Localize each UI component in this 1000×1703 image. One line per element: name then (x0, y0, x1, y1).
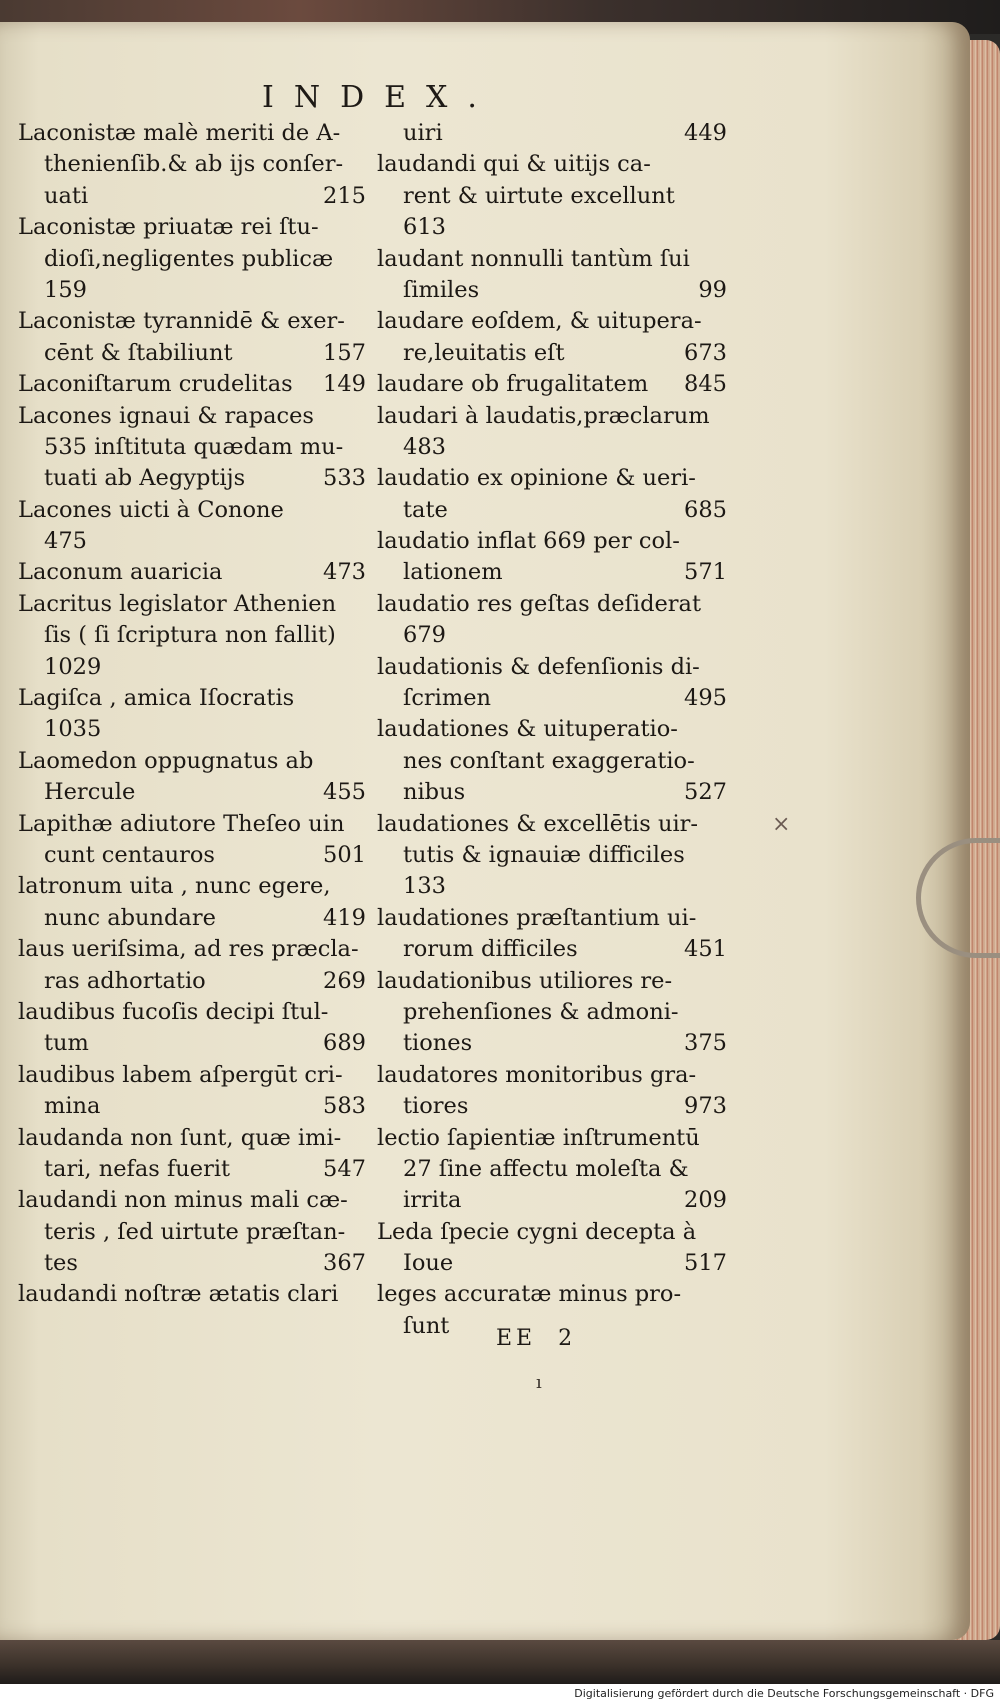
index-entry-text: laudationibus utiliores re- (377, 967, 673, 994)
index-entry-text: cēnt & ſtabiliunt (44, 339, 233, 366)
signature-mark (496, 1326, 576, 1351)
index-entry-line (18, 777, 366, 808)
index-entry-text: teris , ſed uirtute præſtan- (44, 1218, 346, 1245)
index-entry-text: tutis & ignauiæ difficiles (403, 841, 685, 868)
index-entry-text: 1035 (44, 716, 102, 743)
index-page-number: 685 (684, 496, 727, 523)
signature-number: 2 (558, 1326, 577, 1351)
index-entry-text: tes (44, 1250, 78, 1277)
index-entry-line (377, 1154, 727, 1185)
index-entry-line (18, 275, 366, 306)
index-page-number: 209 (684, 1187, 727, 1214)
index-entry-text: Laomedon oppugnatus ab (18, 747, 314, 774)
index-entry-line (18, 1248, 366, 1279)
index-entry-line (377, 714, 727, 745)
index-page-number: 527 (684, 779, 727, 806)
index-entry-line (18, 840, 366, 871)
index-entry-line (18, 746, 366, 777)
index-page-number: 517 (684, 1250, 727, 1277)
index-entry-text: 27 ſine affectu moleſta & (403, 1155, 689, 1182)
index-column-left (18, 118, 366, 1311)
index-page-number: 367 (323, 1250, 366, 1277)
index-entry-line (377, 149, 727, 180)
index-entry-line (18, 652, 366, 683)
index-page-number: 455 (323, 779, 366, 806)
index-entry-text: laudatio res geſtas deſiderat (377, 590, 701, 617)
index-entry-line (18, 244, 366, 275)
index-entry-text: dioſi,negligentes publicæ (44, 245, 334, 272)
index-entry-line (18, 401, 366, 432)
index-entry-text: laudandi non minus mali cæ- (18, 1187, 348, 1214)
index-entry-line (18, 620, 366, 651)
index-page-number: 269 (323, 967, 366, 994)
index-entry-line (18, 212, 366, 243)
index-entry-line (18, 306, 366, 337)
index-entry-text: laudandi noſtræ ætatis clari (18, 1281, 339, 1308)
index-entry-text: Lacones ignaui & rapaces (18, 402, 314, 429)
index-entry-text: thenienſib.& ab ijs conſer- (44, 151, 344, 178)
index-page-number: 451 (684, 936, 727, 963)
index-entry-text: rorum difficiles (403, 936, 578, 963)
index-entry-line (18, 589, 366, 620)
index-entry-text: 133 (403, 873, 446, 900)
index-entry-line (377, 212, 727, 243)
index-entry-text: cunt centauros (44, 841, 215, 868)
index-entry-text: 535 inſtituta quædam mu- (44, 433, 344, 460)
index-entry-text: Laconum auaricia (18, 559, 223, 586)
index-entry-text: tiones (403, 1030, 473, 1057)
index-entry-line (18, 557, 366, 588)
index-entry-text: Leda ſpecie cygni decepta à (377, 1218, 697, 1245)
index-entry-line (377, 746, 727, 777)
index-entry-text: ſis ( ſi ſcriptura non fallit) (44, 622, 336, 649)
index-entry-line (18, 934, 366, 965)
index-entry-text: ras adhortatio (44, 967, 206, 994)
index-entry-text: laudare ob frugalitatem (377, 371, 649, 398)
index-entry-line (18, 1060, 366, 1091)
index-page-number: 495 (684, 685, 727, 712)
bottom-mark: ı (536, 1372, 542, 1393)
index-entry-line (377, 589, 727, 620)
index-page-number: 547 (323, 1155, 366, 1182)
index-entry-text: laudant nonnulli tantùm ſui (377, 245, 690, 272)
page-header: INDEX. (262, 80, 497, 115)
index-entry-text: uati (44, 182, 89, 209)
index-entry-line (18, 871, 366, 902)
index-entry-text: nibus (403, 779, 466, 806)
index-entry-text: irrita (403, 1187, 462, 1214)
index-entry-line (377, 1185, 727, 1216)
index-entry-text: Lagiſca , amica Iſocratis (18, 685, 295, 712)
index-entry-line (377, 1279, 727, 1310)
index-entry-text: prehenſiones & admoni- (403, 998, 679, 1025)
index-entry-text: tate (403, 496, 448, 523)
index-entry-text: 475 (44, 528, 87, 555)
index-entry-line (18, 714, 366, 745)
index-entry-text: leges accuratæ minus pro- (377, 1281, 682, 1308)
index-entry-line (18, 495, 366, 526)
index-entry-line (18, 1123, 366, 1154)
index-column-right (377, 118, 727, 1342)
index-entry-text: Lapithæ adiutore Theſeo uin (18, 810, 345, 837)
index-entry-line (377, 275, 727, 306)
index-entry-text: laudatio ex opinione & ueri- (377, 465, 696, 492)
index-entry-line (377, 401, 727, 432)
index-entry-line (377, 1217, 727, 1248)
index-entry-text: laudandi qui & uitijs ca- (377, 151, 651, 178)
index-entry-text: tari, nefas fuerit (44, 1155, 231, 1182)
index-entry-line (377, 997, 727, 1028)
index-entry-text: laudari à laudatis,præclarum (377, 402, 710, 429)
index-entry-line (377, 495, 727, 526)
index-entry-text: Lacritus legislator Athenien (18, 590, 337, 617)
index-entry-text: latronum uita , nunc egere, (18, 873, 331, 900)
index-entry-text: laus ueriſsima, ad res præcla- (18, 936, 359, 963)
index-entry-text: lationem (403, 559, 503, 586)
index-entry-line (377, 683, 727, 714)
index-entry-line (377, 871, 727, 902)
index-entry-line (377, 1123, 727, 1154)
index-entry-line (377, 463, 727, 494)
index-page-number: 673 (684, 339, 727, 366)
index-entry-text: tum (44, 1030, 89, 1057)
index-page-number: 99 (698, 276, 727, 303)
index-entry-line (18, 1154, 366, 1185)
index-entry-line (18, 181, 366, 212)
index-entry-text: uiri (403, 120, 443, 146)
index-entry-text: laudationes & uituperatio- (377, 716, 678, 743)
index-page-number: 473 (323, 559, 366, 586)
index-page-number: 533 (323, 465, 366, 492)
index-entry-line (377, 1028, 727, 1059)
index-entry-text: laudibus fucoſis decipi ſtul- (18, 998, 329, 1025)
index-entry-line (18, 118, 366, 149)
index-entry-line (377, 181, 727, 212)
index-entry-text: Laconiſtarum crudelitas (18, 371, 293, 398)
index-page-number: 375 (684, 1030, 727, 1057)
index-entry-line (377, 244, 727, 275)
index-page-number: 571 (684, 559, 727, 586)
index-entry-line (377, 1091, 727, 1122)
index-entry-line (18, 463, 366, 494)
index-entry-text: ſimiles (403, 276, 480, 303)
index-entry-line (377, 526, 727, 557)
index-page-number: 215 (323, 182, 366, 209)
index-entry-line (377, 966, 727, 997)
index-entry-line (18, 526, 366, 557)
index-page-number: 583 (323, 1093, 366, 1120)
index-entry-line (377, 809, 727, 840)
index-entry-text: laudibus labem aſpergūt cri- (18, 1061, 343, 1088)
book-cover-bottom (0, 1640, 1000, 1684)
index-entry-text: Hercule (44, 779, 136, 806)
index-entry-line (377, 840, 727, 871)
index-entry-text: Laconistæ priuatæ rei ſtu- (18, 214, 319, 241)
index-entry-line (18, 149, 366, 180)
index-entry-text: ſcrimen (403, 685, 492, 712)
digitization-footer: Digitalisierung gefördert durch die Deutsche Forschungsgemeinschaft · DFG (0, 1684, 1000, 1703)
index-entry-text: rent & uirtute excellunt (403, 182, 675, 209)
index-entry-text: tuati ab Aegyptijs (44, 465, 246, 492)
index-entry-line (377, 1248, 727, 1279)
index-entry-line (18, 966, 366, 997)
index-entry-line (18, 1185, 366, 1216)
index-entry-text: 613 (403, 214, 446, 241)
index-entry-line (18, 1091, 366, 1122)
index-entry-text: lectio ſapientiæ inſtrumentū (377, 1124, 700, 1151)
index-entry-line (18, 903, 366, 934)
index-entry-text: laudationes præſtantium ui- (377, 904, 697, 931)
index-entry-text: laudationis & defenſionis di- (377, 653, 700, 680)
index-entry-line (377, 306, 727, 337)
index-entry-line (377, 432, 727, 463)
index-entry-text: 1029 (44, 653, 102, 680)
index-entry-line (18, 432, 366, 463)
index-entry-text: nunc abundare (44, 904, 216, 931)
index-entry-line (18, 369, 366, 400)
index-entry-line (377, 934, 727, 965)
index-entry-text: mina (44, 1093, 101, 1120)
index-entry-text: nes conſtant exaggeratio- (403, 747, 695, 774)
signature-letters: EE (496, 1326, 537, 1351)
index-entry-text: laudare eoſdem, & uitupera- (377, 308, 702, 335)
index-entry-text: 679 (403, 622, 446, 649)
index-entry-line (377, 903, 727, 934)
index-entry-text: laudationes & excellētis uir- (377, 810, 698, 837)
index-entry-text: Laconistæ tyrannidē & exer- (18, 308, 345, 335)
index-entry-text: ſunt (403, 1312, 450, 1339)
index-entry-text: laudatores monitoribus gra- (377, 1061, 697, 1088)
index-entry-line (377, 369, 727, 400)
index-entry-line (18, 683, 366, 714)
index-page-number: 501 (323, 841, 366, 868)
index-page-number: 149 (323, 371, 366, 398)
index-page-number: 157 (323, 339, 366, 366)
margin-mark: × (772, 812, 791, 837)
index-entry-text: tiores (403, 1093, 469, 1120)
index-entry-line (377, 118, 727, 149)
index-entry-text: 159 (44, 276, 87, 303)
index-entry-text: re,leuitatis eſt (403, 339, 565, 366)
index-entry-line (377, 338, 727, 369)
index-entry-text: laudanda non ſunt, quæ imi- (18, 1124, 342, 1151)
index-entry-text: 483 (403, 433, 446, 460)
index-entry-line (377, 1060, 727, 1091)
index-entry-line (377, 652, 727, 683)
index-entry-text: Laconistæ malè meriti de A- (18, 120, 341, 146)
index-entry-line (377, 777, 727, 808)
index-entry-text: Ioue (403, 1250, 454, 1277)
index-page-number: 973 (684, 1093, 727, 1120)
index-page-number: 689 (323, 1030, 366, 1057)
index-page-number: 449 (684, 120, 727, 146)
index-page-number: 419 (323, 904, 366, 931)
index-entry-line (18, 997, 366, 1028)
index-entry-line (18, 1028, 366, 1059)
index-entry-text: laudatio inflat 669 per col- (377, 528, 680, 555)
index-entry-line (377, 557, 727, 588)
index-entry-line (18, 809, 366, 840)
index-entry-text: Lacones uicti à Conone (18, 496, 284, 523)
index-entry-line (377, 620, 727, 651)
index-page-number: 845 (684, 371, 727, 398)
index-entry-line (18, 1217, 366, 1248)
index-entry-line (18, 338, 366, 369)
index-entry-line (18, 1279, 366, 1310)
